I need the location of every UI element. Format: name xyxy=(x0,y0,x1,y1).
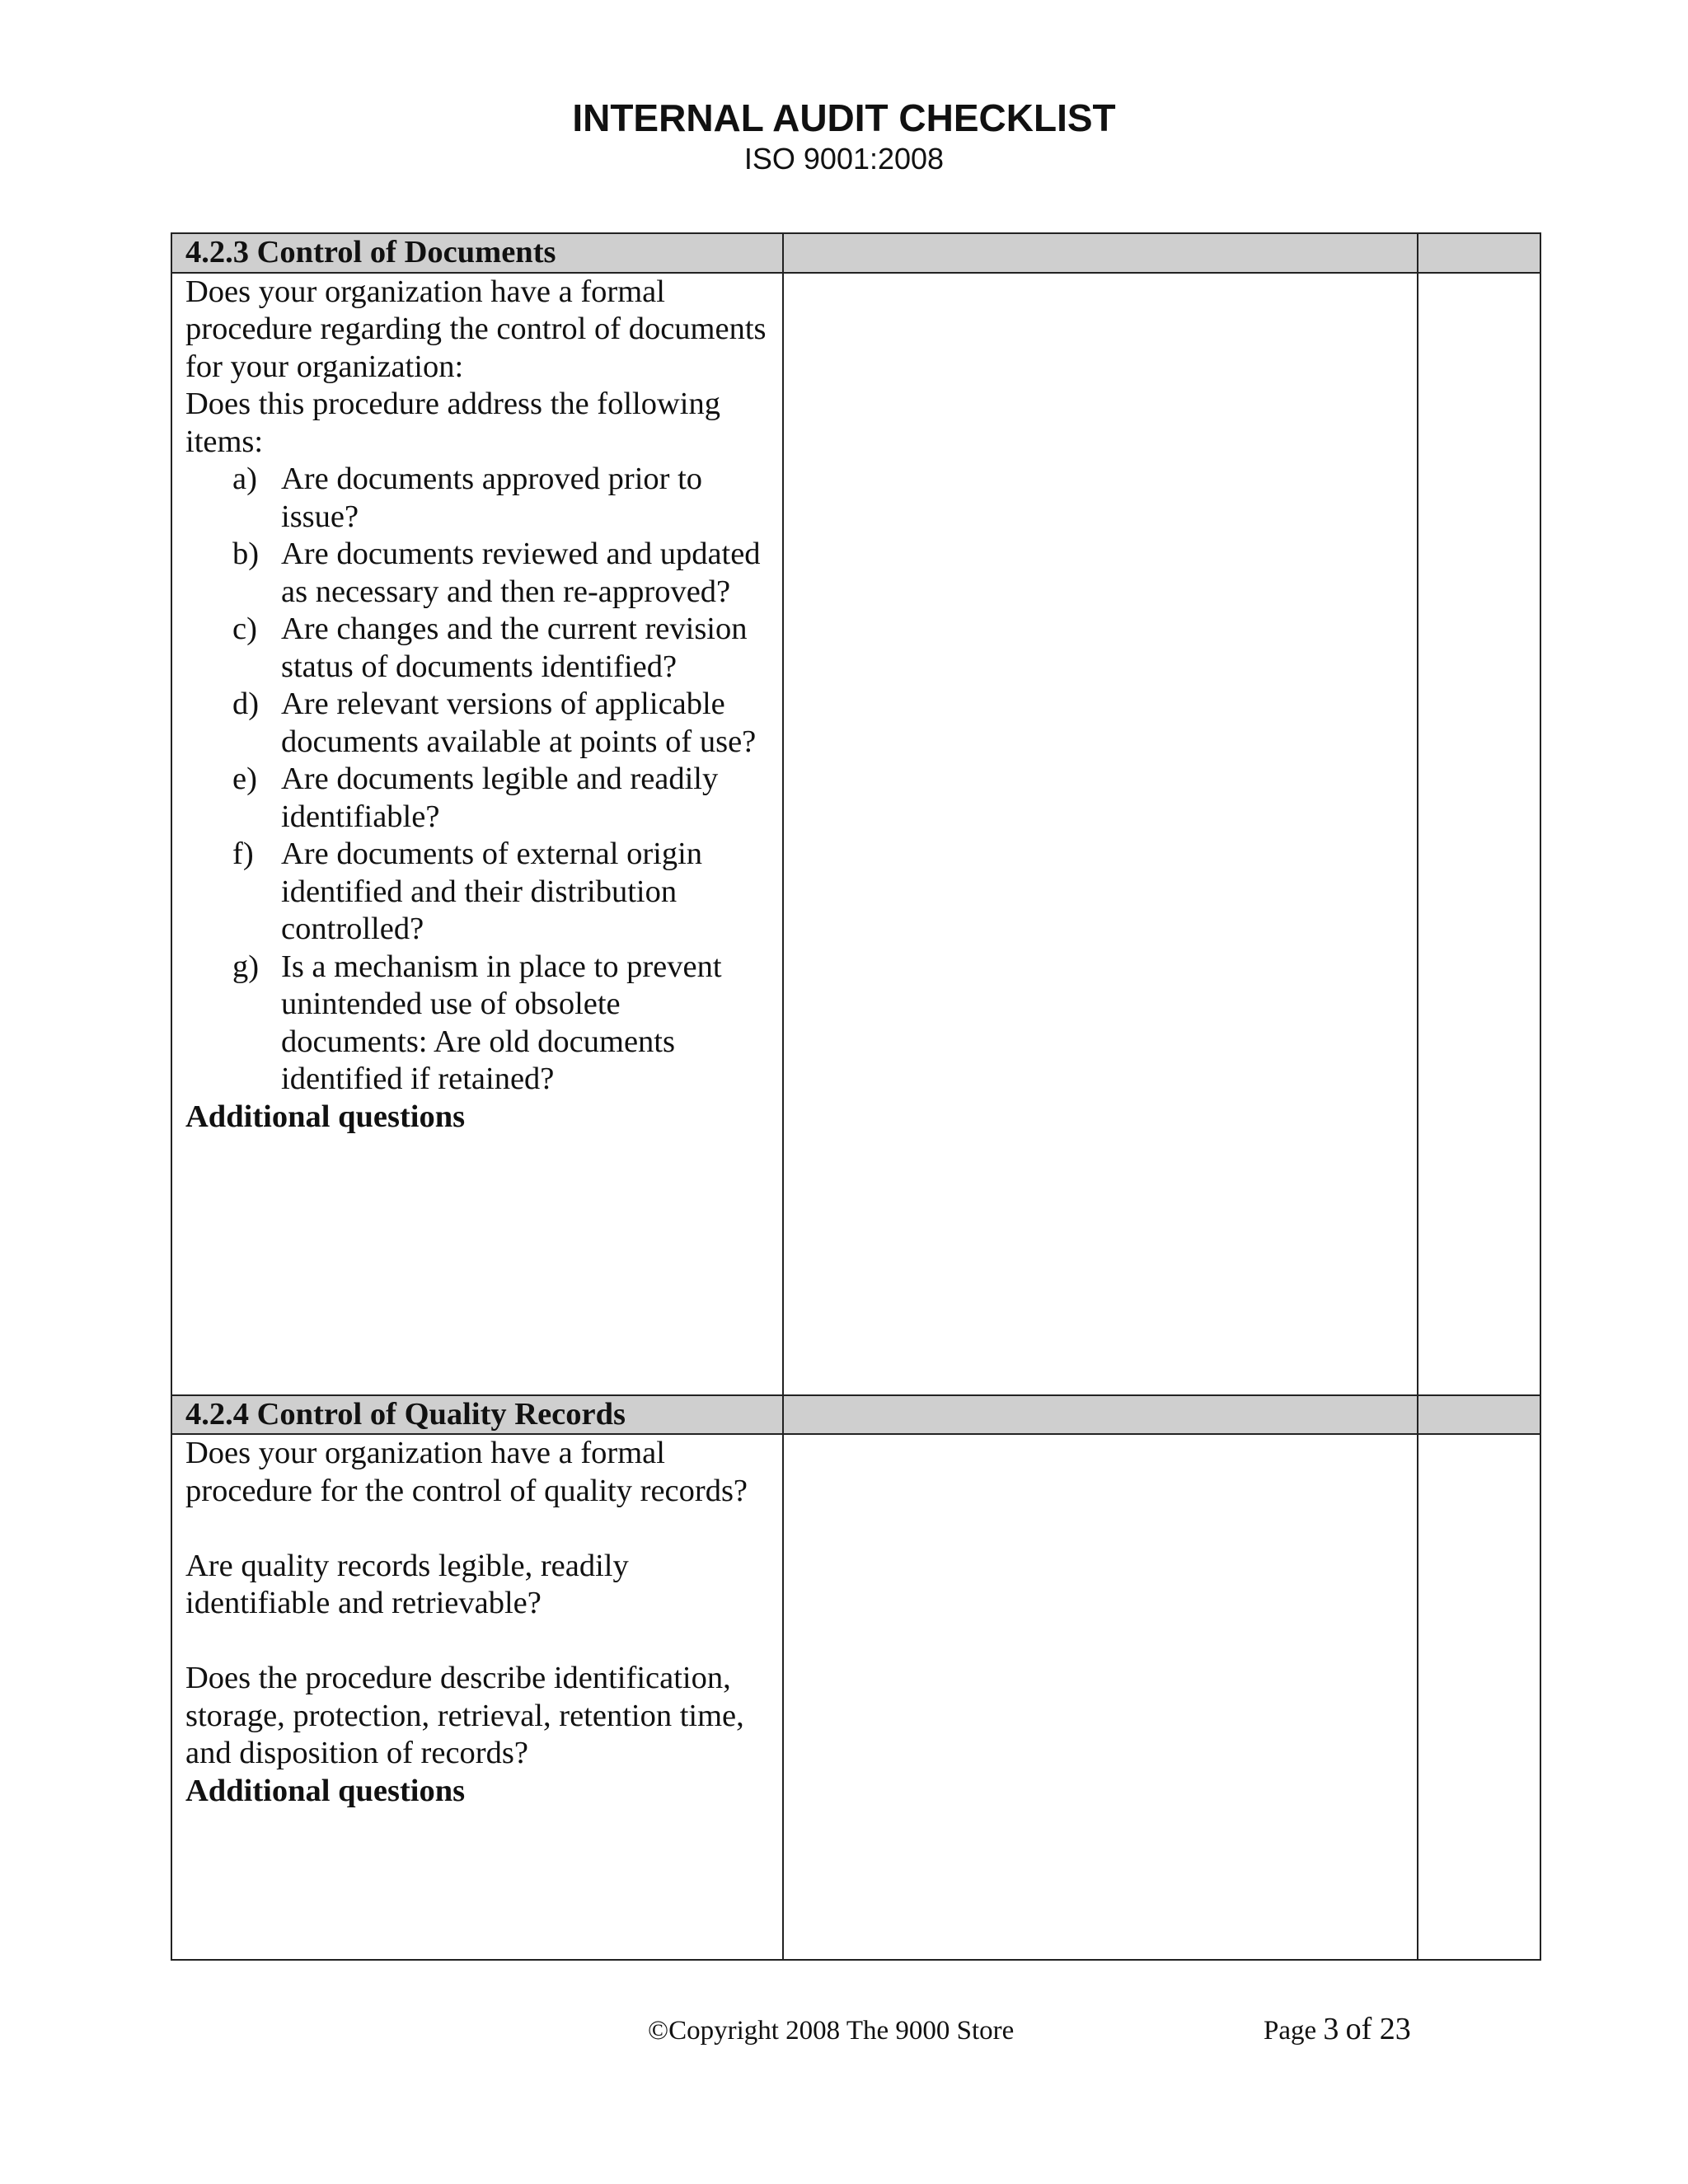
audit-checklist-table xyxy=(171,232,1541,1961)
item-marker: f) xyxy=(232,837,254,871)
list-item xyxy=(185,461,769,536)
page-number xyxy=(1264,2011,1411,2049)
section-header-row xyxy=(171,1395,1540,1435)
question-text: Are quality records legible, readily identifiable and retrievable? xyxy=(185,1548,629,1620)
item-marker: a) xyxy=(232,462,257,496)
additional-questions-label: Additional questions xyxy=(185,1773,466,1808)
section-header-row xyxy=(171,233,1540,273)
question-cell xyxy=(171,273,783,1395)
section-heading: 4.2.3 Control of Documents xyxy=(171,233,783,273)
question-text: Does the procedure describe identification, storage, protection, retrieval, retention time, and disposition of records? xyxy=(185,1661,744,1770)
section-body-row xyxy=(171,1434,1540,1960)
status-header-cell xyxy=(1418,1395,1540,1435)
item-marker: e) xyxy=(232,762,257,796)
item-marker: d) xyxy=(232,687,260,721)
page-label: Page xyxy=(1264,2016,1317,2046)
document-header xyxy=(0,95,1688,177)
item-marker: g) xyxy=(232,949,260,984)
item-text: Are documents approved prior to issue? xyxy=(281,462,703,534)
item-marker: c) xyxy=(232,612,257,646)
document-title: INTERNAL AUDIT CHECKLIST xyxy=(572,96,1116,139)
page-current: 3 xyxy=(1323,2012,1339,2046)
question-cell xyxy=(171,1434,783,1960)
question-text: Does this procedure address the following items: xyxy=(185,387,720,459)
item-text: Are documents of external origin identified and their distribution controlled? xyxy=(281,837,703,946)
list-item xyxy=(185,761,769,836)
notes-header-cell xyxy=(783,1395,1418,1435)
item-text: Are relevant versions of applicable documents available at points of use? xyxy=(281,687,757,759)
list-item xyxy=(185,686,769,761)
checklist-items xyxy=(185,461,769,1099)
additional-questions-label: Additional questions xyxy=(185,1099,466,1134)
item-text: Are documents reviewed and updated as necessary and then re-approved? xyxy=(281,537,761,609)
list-item xyxy=(185,536,769,611)
section-body-row xyxy=(171,273,1540,1395)
question-text: Does your organization have a formal procedure regarding the control of documents for your organization: xyxy=(185,274,767,384)
item-marker: b) xyxy=(232,537,260,571)
paragraph-spacer xyxy=(185,1510,769,1548)
copyright-notice: ©Copyright 2008 The 9000 Store xyxy=(648,2016,1015,2046)
document-subtitle: ISO 9001:2008 xyxy=(743,142,945,176)
item-text: Is a mechanism in place to prevent unintended use of obsolete documents: Are old documents identified if retained? xyxy=(281,949,722,1096)
list-item xyxy=(185,949,769,1099)
page-total: of 23 xyxy=(1345,2012,1411,2046)
status-cell[interactable] xyxy=(1418,273,1540,1395)
section-heading: 4.2.4 Control of Quality Records xyxy=(171,1395,783,1435)
status-header-cell xyxy=(1418,233,1540,273)
question-text: Does your organization have a formal procedure for the control of quality records? xyxy=(185,1436,748,1508)
notes-header-cell xyxy=(783,233,1418,273)
notes-cell[interactable] xyxy=(783,273,1418,1395)
item-text: Are documents legible and readily identifiable? xyxy=(281,762,719,834)
list-item xyxy=(185,611,769,686)
status-cell[interactable] xyxy=(1418,1434,1540,1960)
paragraph-spacer xyxy=(185,1623,769,1661)
list-item xyxy=(185,836,769,949)
item-text: Are changes and the current revision status of documents identified? xyxy=(281,612,748,684)
notes-cell[interactable] xyxy=(783,1434,1418,1960)
